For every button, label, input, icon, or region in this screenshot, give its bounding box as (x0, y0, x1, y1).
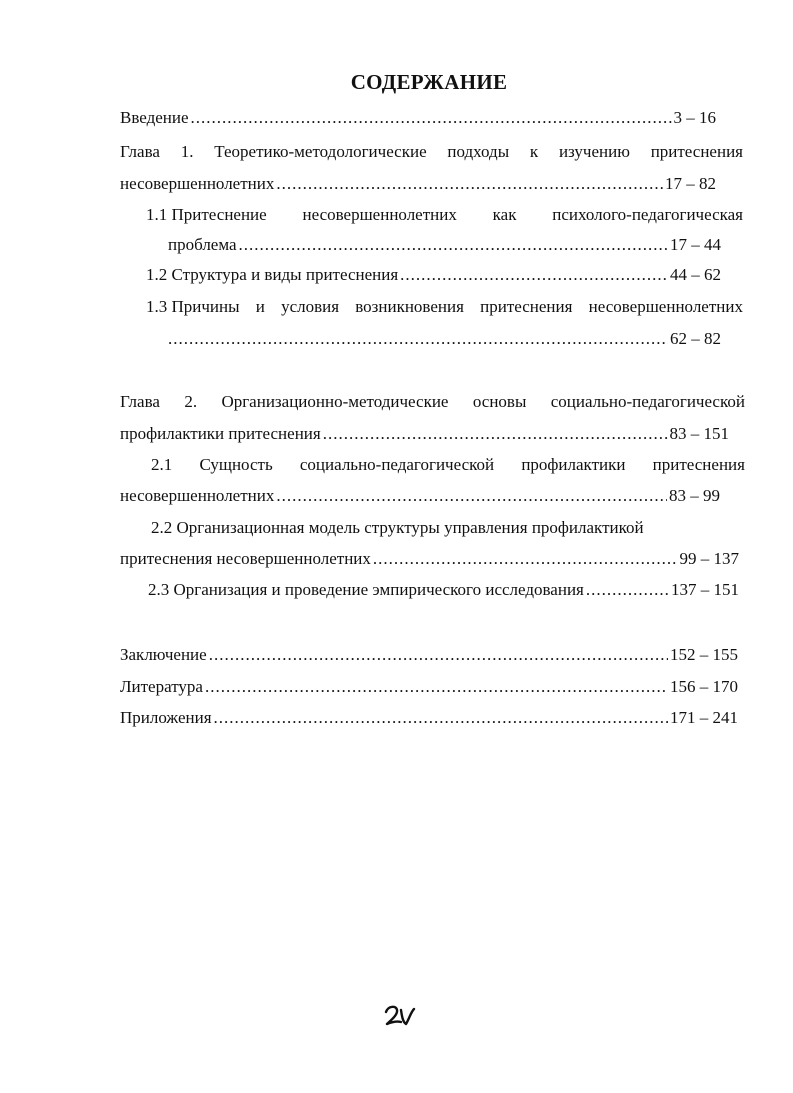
toc-chapter-1-title: Глава 1. Теоретико-методологические подходы к изучению притеснения (120, 142, 743, 161)
toc-section-2-2-entry (120, 549, 739, 569)
toc-leader (191, 108, 672, 128)
toc-section-2-1-title: 2.1 Сущность социально-педагогической профилактики притеснения (151, 455, 745, 474)
toc-entry-label: 2.2 Организационная модель структуры управления профилактикой (151, 518, 644, 537)
toc-entry-label: притеснения несовершеннолетних (120, 549, 371, 568)
toc-page-range: 17 – 82 (665, 174, 716, 193)
toc-entry-literature (120, 677, 738, 697)
toc-page-range: 62 – 82 (670, 329, 721, 348)
handwritten-page-number (380, 1000, 420, 1030)
toc-leader (205, 677, 668, 697)
toc-section-2-2-title (151, 518, 711, 538)
toc-leader (323, 424, 668, 444)
toc-section-1-3-title: 1.3 Причины и условия возникновения притеснения несовершеннолетних (146, 297, 743, 316)
toc-entry-label: Литература (120, 677, 203, 696)
toc-section-1-2-entry (146, 265, 721, 285)
toc-leader (586, 580, 669, 600)
toc-page-range: 3 – 16 (673, 108, 716, 127)
toc-section-1-1-entry (168, 235, 721, 255)
toc-page-range: 171 – 241 (670, 708, 738, 727)
toc-section-1-3-entry (166, 329, 721, 349)
toc-entry-label: Введение (120, 108, 189, 127)
toc-leader (400, 265, 668, 285)
toc-chapter-2-title: Глава 2. Организационно-методические основы социально-педагогической (120, 392, 745, 411)
toc-entry-label: Заключение (120, 645, 207, 664)
toc-leader (276, 174, 663, 194)
toc-entry-label: Приложения (120, 708, 212, 727)
page-title: СОДЕРЖАНИЕ (350, 70, 508, 94)
toc-page-range: 99 – 137 (679, 549, 739, 568)
toc-entry-label: несовершеннолетних (120, 174, 275, 193)
toc-page-range: 156 – 170 (670, 677, 738, 696)
toc-leader (209, 645, 668, 665)
toc-entry-label: несовершеннолетних (120, 486, 275, 505)
toc-page-range: 17 – 44 (670, 235, 721, 254)
toc-leader (168, 329, 668, 349)
toc-leader (276, 486, 667, 506)
toc-page-range: 44 – 62 (670, 265, 721, 284)
toc-entry-appendices (120, 708, 738, 728)
toc-section-2-3-entry (148, 580, 739, 600)
toc-page-range: 83 – 151 (669, 424, 729, 443)
toc-leader (373, 549, 678, 569)
toc-page-range: 137 – 151 (671, 580, 739, 599)
toc-entry-conclusion (120, 645, 738, 665)
toc-page-range: 83 – 99 (669, 486, 720, 505)
toc-leader (239, 235, 668, 255)
toc-entry-intro (120, 108, 716, 128)
toc-page-range: 152 – 155 (670, 645, 738, 664)
toc-section-1-1-title: 1.1 Притеснение несовершеннолетних как психолого-педагогическая (146, 205, 743, 224)
toc-chapter-2-entry (120, 424, 729, 444)
toc-entry-label: 1.2 Структура и виды притеснения (146, 265, 399, 284)
toc-entry-label: проблема (168, 235, 237, 254)
toc-leader (214, 708, 668, 728)
toc-entry-label: 2.3 Организация и проведение эмпирического исследования (148, 580, 584, 599)
toc-section-2-1-entry (120, 486, 720, 506)
toc-chapter-1-entry (120, 174, 716, 194)
toc-entry-label: профилактики притеснения (120, 424, 321, 443)
